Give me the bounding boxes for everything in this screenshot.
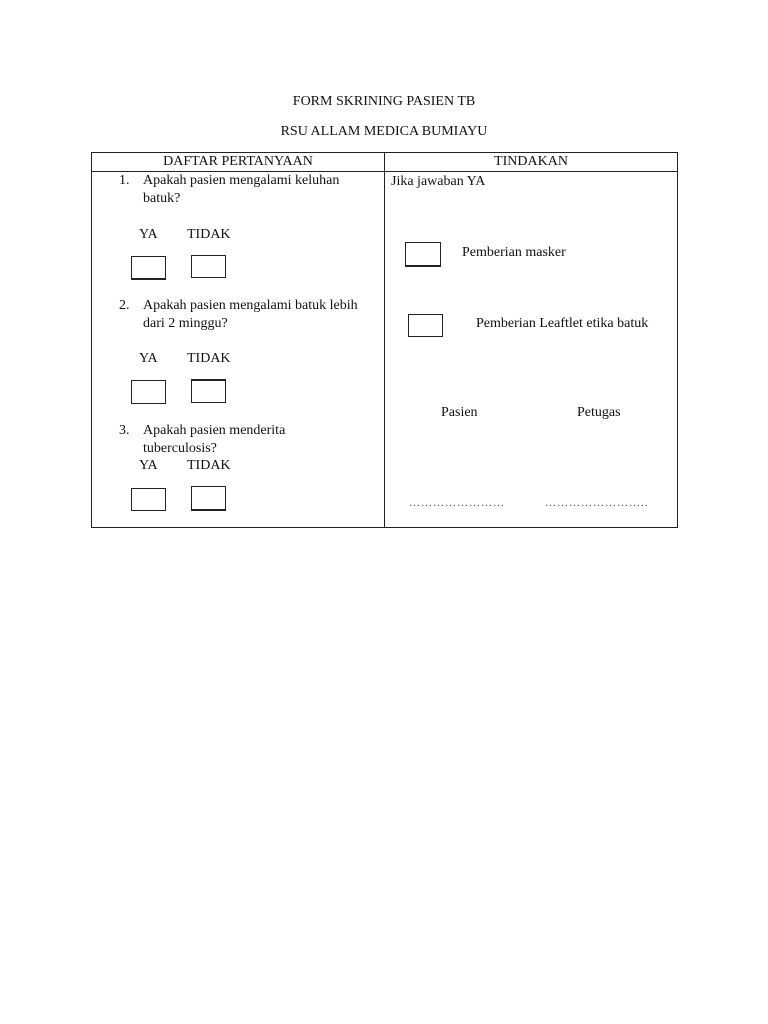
yes-label: YA <box>139 227 158 242</box>
question-number: 1. <box>119 173 130 188</box>
no-checkbox[interactable] <box>191 486 226 511</box>
column-header-questions: DAFTAR PERTANYAAN <box>163 154 313 169</box>
patient-signature-label: Pasien <box>441 405 478 420</box>
patient-signature-line: …………………… <box>409 497 505 509</box>
question-text-line: Apakah pasien mengalami batuk lebih <box>143 298 358 313</box>
screening-table <box>91 152 678 528</box>
no-label: TIDAK <box>187 227 231 242</box>
action-mask-label: Pemberian masker <box>462 245 566 260</box>
column-divider <box>384 153 385 527</box>
hospital-name: RSU ALLAM MEDICA BUMIAYU <box>280 124 488 139</box>
yes-checkbox[interactable] <box>131 488 166 511</box>
no-checkbox[interactable] <box>191 255 226 278</box>
yes-label: YA <box>139 458 158 473</box>
question-text-line: Apakah pasien menderita <box>143 423 286 438</box>
question-text-line: tuberculosis? <box>143 441 217 456</box>
yes-label: YA <box>139 351 158 366</box>
leaflet-checkbox[interactable] <box>408 314 443 337</box>
no-label: TIDAK <box>187 351 231 366</box>
action-intro: Jika jawaban YA <box>391 174 486 189</box>
column-header-actions: TINDAKAN <box>494 154 568 169</box>
no-label: TIDAK <box>187 458 231 473</box>
question-number: 3. <box>119 423 130 438</box>
officer-signature-line: …………………….. <box>545 497 649 509</box>
no-checkbox[interactable] <box>191 379 226 403</box>
question-text-line: batuk? <box>143 191 181 206</box>
mask-checkbox[interactable] <box>405 242 441 267</box>
action-leaflet-label: Pemberian Leaftlet etika batuk <box>476 316 649 331</box>
yes-checkbox[interactable] <box>131 256 166 280</box>
question-text-line: Apakah pasien mengalami keluhan <box>143 173 340 188</box>
form-title: FORM SKRINING PASIEN TB <box>292 94 476 109</box>
question-number: 2. <box>119 298 130 313</box>
yes-checkbox[interactable] <box>131 380 166 404</box>
question-text-line: dari 2 minggu? <box>143 316 228 331</box>
officer-signature-label: Petugas <box>577 405 621 420</box>
